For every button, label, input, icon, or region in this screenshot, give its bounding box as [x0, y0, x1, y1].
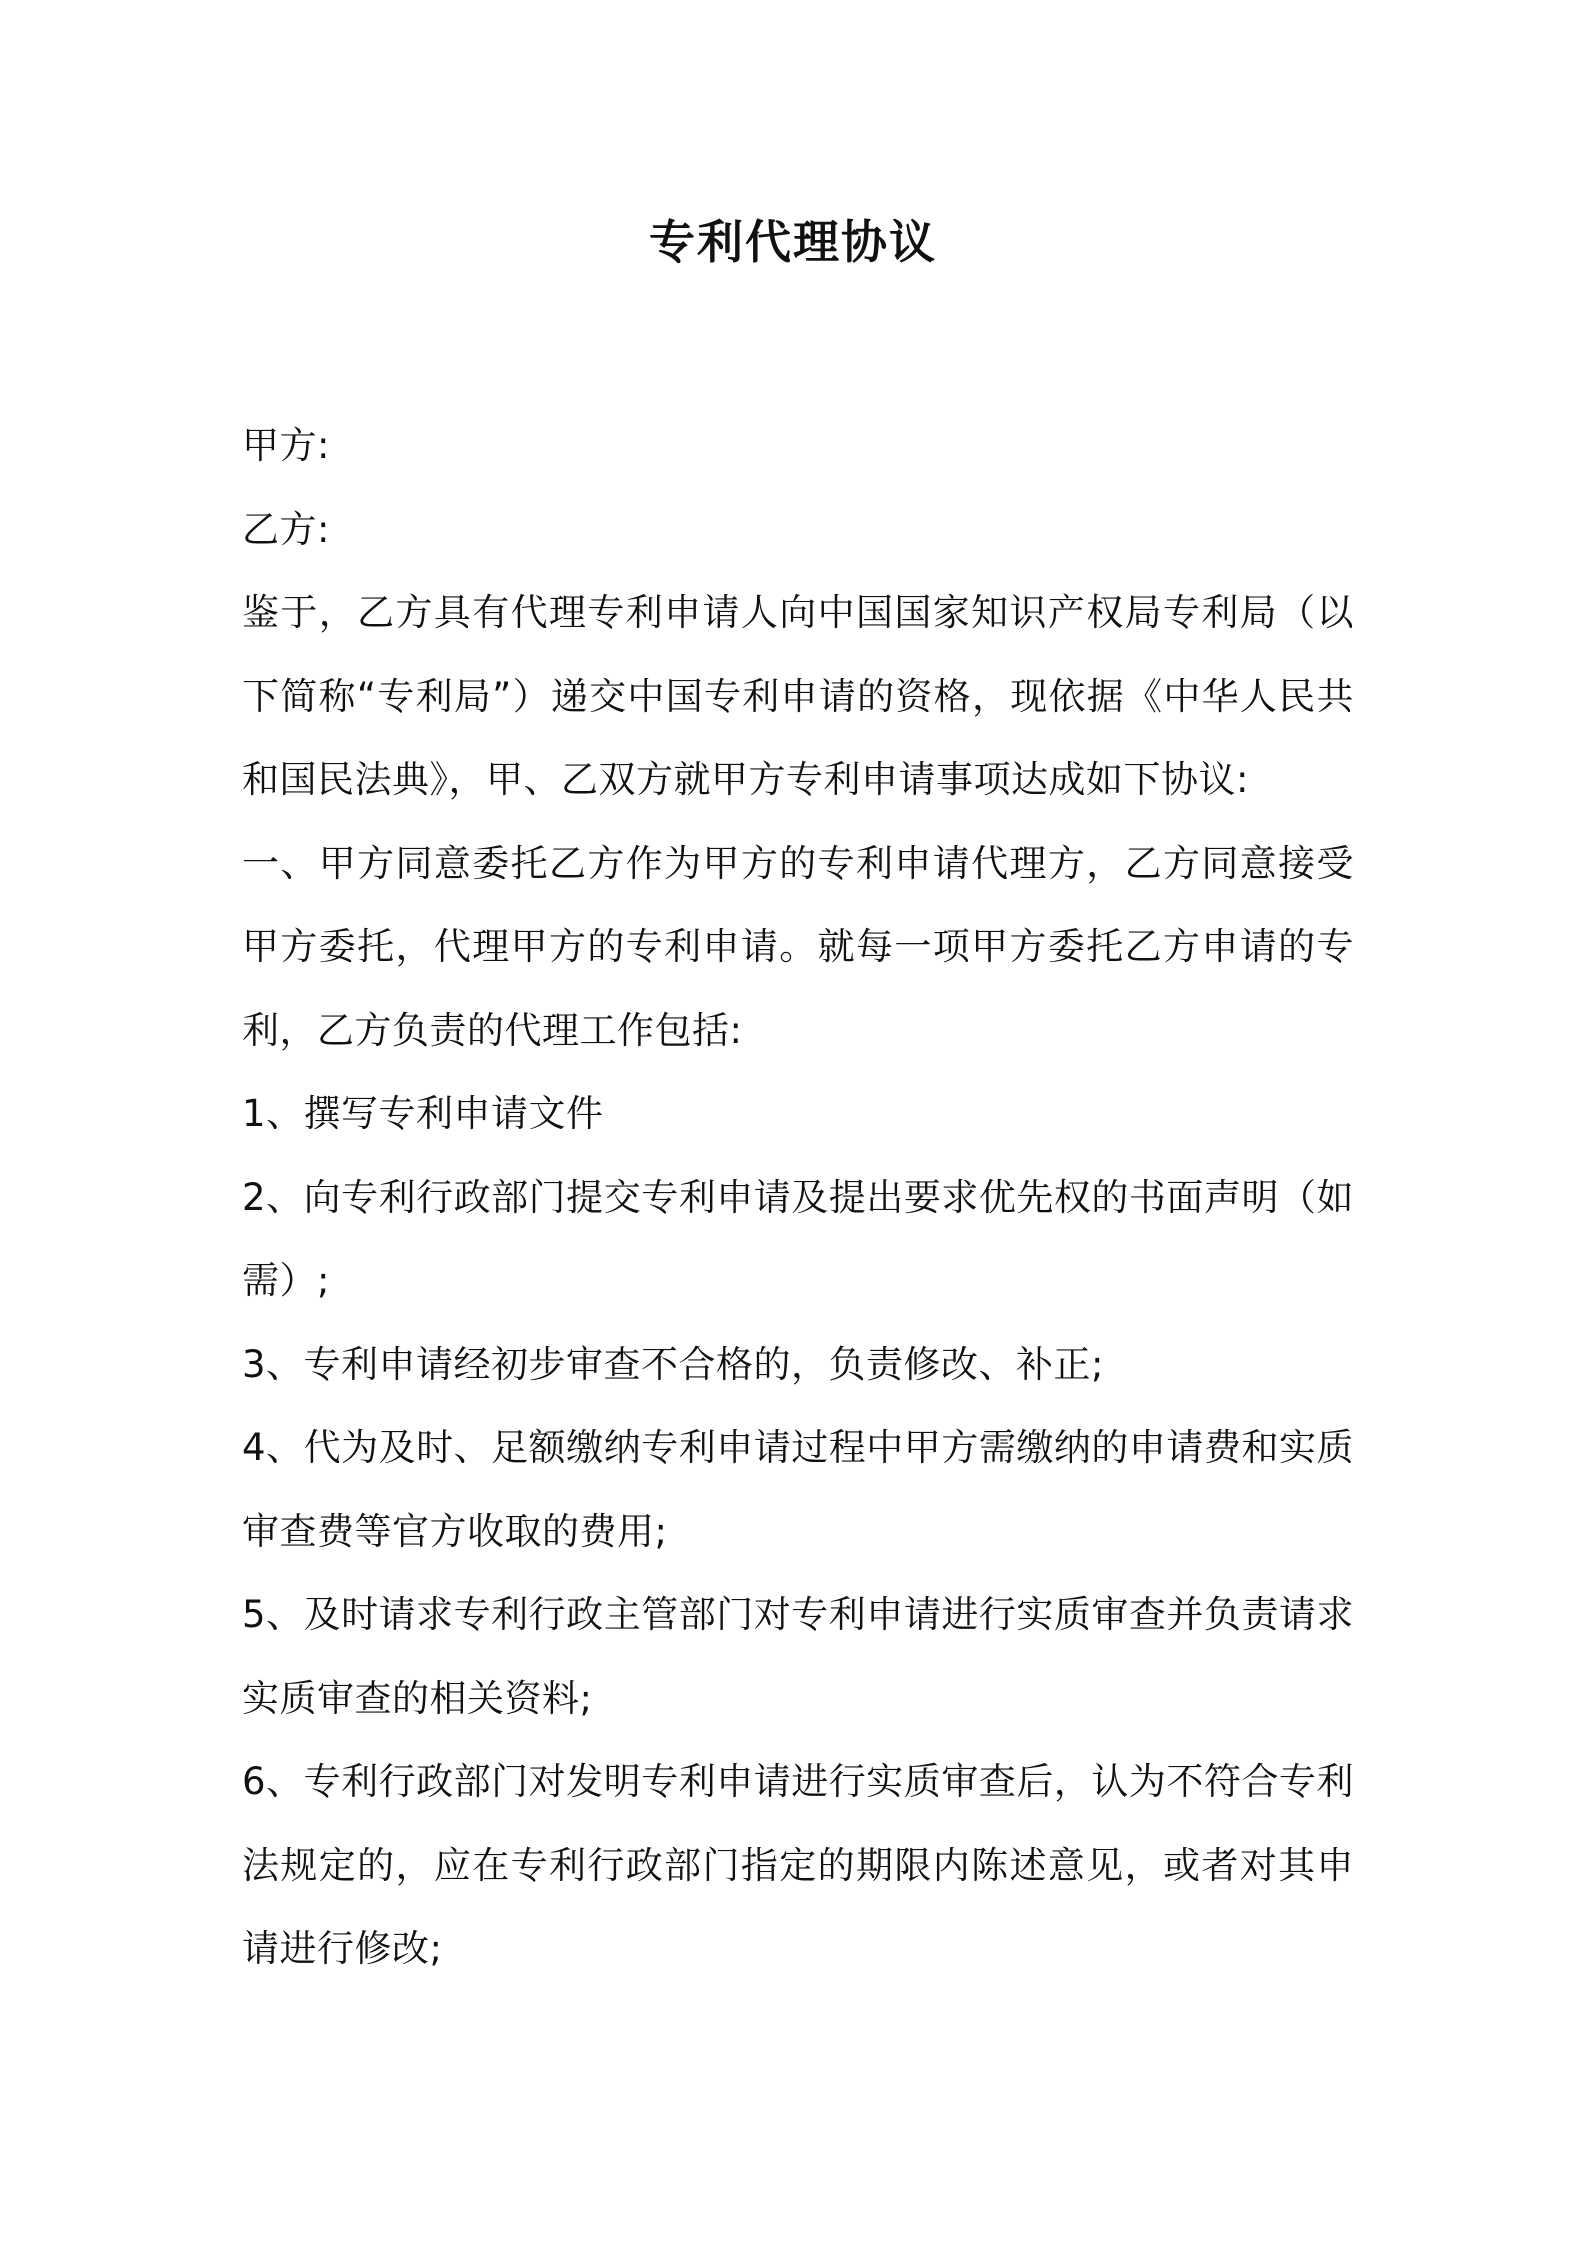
clause-1-paragraph: 一、甲方同意委托乙方作为甲方的专利申请代理方，乙方同意接受甲方委托，代理甲方的专利申请。就每一项甲方委托乙方申请的专利，乙方负责的代理工作包括:: [242, 841, 1354, 1052]
preamble-paragraph: 鉴于，乙方具有代理专利申请人向中国国家知识产权局专利局（以下简称“专利局”）递交中国专利申请的资格，现依据《中华人民共和国民法典》，甲、乙双方就甲方专利申请事项达成如下协议:: [242, 591, 1354, 801]
document-title: 专利代理协议: [649, 215, 937, 269]
document-body: [242, 404, 1354, 1991]
party-b-line: 乙方:: [242, 507, 330, 551]
clause-1-item-1: 1、撰写专利申请文件: [242, 1092, 604, 1135]
clause-1-item-2: 2、向专利行政部门提交专利申请及提出要求优先权的书面声明（如需）;: [242, 1175, 1354, 1302]
party-a-line: 甲方:: [242, 424, 330, 467]
clause-1-item-4: 4、代为及时、足额缴纳专利申请过程中甲方需缴纳的申请费和实质审查费等官方收取的费用;: [242, 1426, 1354, 1553]
clause-1-item-5: 5、及时请求专利行政主管部门对专利申请进行实质审查并负责请求实质审查的相关资料;: [242, 1593, 1354, 1720]
clause-1-item-3: 3、专利申请经初步审查不合格的，负责修改、补正;: [242, 1342, 1105, 1386]
clause-1-item-6: 6、专利行政部门对发明专利申请进行实质审查后，认为不符合专利法规定的，应在专利行政部门指定的期限内陈述意见，或者对其申请进行修改;: [242, 1760, 1354, 1970]
